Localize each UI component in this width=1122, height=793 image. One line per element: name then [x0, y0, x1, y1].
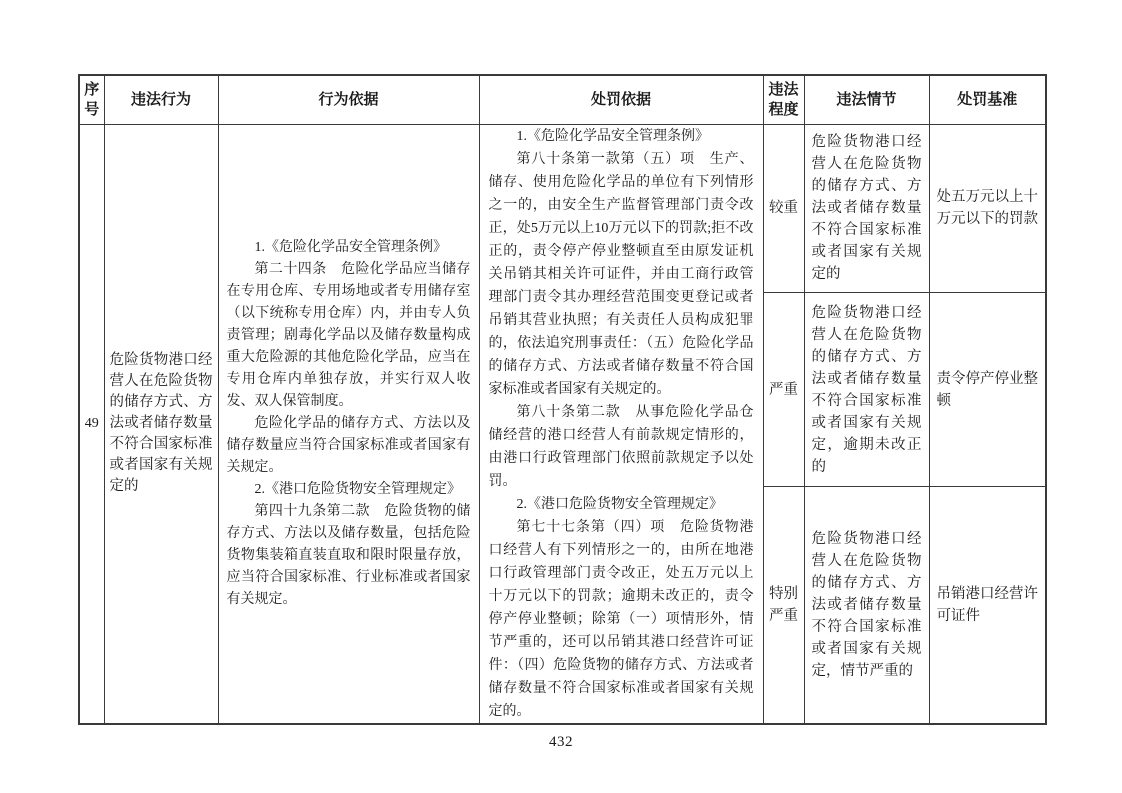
violation-circumstance-cell-extremely-serious: 危险货物港口经营人在危险货物的储存方式、方法或者储存数量不符合国家标准或者国家有关规定，情节严重的	[804, 487, 929, 724]
header-penalty-benchmark: 处罚基准	[929, 75, 1046, 124]
header-serial-number: 序号	[79, 75, 104, 124]
header-violation-circumstance: 违法情节	[804, 75, 929, 124]
penalty-basis-cell: 1.《危险化学品安全管理条例》 第八十条第一款第（五）项 生产、储存、使用危险化学品的单位有下列情形之一的，由安全生产监督管理部门责令改正，处5万元以上10万元以下的罚款;拒不改正的，责令停产停业整顿直至由原发证机关吊销其相关许可证件，并由工商行政管理部门责令其办理经营范围变更登记或者吊销其营业执照；有关责任人员构成犯罪的，依法追究刑事责任：（五）危险化学品的储存方式、方法或者储存数量不符合国家标准或者国家有关规定的。 第八十条第二款 从事危险化学品仓储经营的港口经营人有前款规定情形的，由港口行政管理部门依照前款规定予以处罚。 2.《港口危险货物安全管理规定》 第七十七条第（四）项 危险货物港口经营人有下列情形之一的，由所在地港口行政管理部门责令改正，处五万元以上十万元以下的罚款；逾期未改正的，责令停产停业整顿；除第（一）项情形外，情节严重的，还可以吊销其港口经营许可证件：（四）危险货物的储存方式、方法或者储存数量不符合国家标准或者国家有关规定的。	[479, 124, 763, 724]
header-penalty-basis: 处罚依据	[479, 75, 763, 124]
penalty-benchmark-cell-moderate: 处五万元以上十万元以下的罚款	[929, 124, 1046, 293]
table-header-row	[79, 75, 1046, 124]
header-violation-degree: 违法程度	[763, 75, 804, 124]
page-number: 432	[549, 734, 573, 750]
behavior-basis-cell: 1.《危险化学品安全管理条例》 第二十四条 危险化学品应当储存在专用仓库、专用场地或者专用储存室（以下统称专用仓库）内，并由专人负责管理；剧毒化学品以及储存数量构成重大危险源的其他危险化学品，应当在专用仓库内单独存放，并实行双人收发、双人保管制度。 危险化学品的储存方式、方法以及储存数量应当符合国家标准或者国家有关规定。 2.《港口危险货物安全管理规定》 第四十九条第二款 危险货物的储存方式、方法以及储存数量，包括危险货物集装箱直装直取和限时限量存放，应当符合国家标准、行业标准或者国家有关规定。	[218, 124, 479, 724]
violation-degree-cell-moderate: 较重	[763, 124, 804, 293]
penalty-benchmark-cell-extremely-serious: 吊销港口经营许可证件	[929, 487, 1046, 724]
header-illegal-behavior: 违法行为	[104, 75, 218, 124]
penalty-standards-table	[78, 74, 1047, 725]
table-row	[79, 124, 1046, 293]
violation-circumstance-cell-moderate: 危险货物港口经营人在危险货物的储存方式、方法或者储存数量不符合国家标准或者国家有关规定的	[804, 124, 929, 293]
violation-degree-cell-extremely-serious: 特别严重	[763, 487, 804, 724]
violation-degree-cell-serious: 严重	[763, 293, 804, 487]
header-behavior-basis: 行为依据	[218, 75, 479, 124]
serial-number-cell: 49	[79, 124, 104, 724]
penalty-benchmark-cell-serious: 责令停产停业整顿	[929, 293, 1046, 487]
violation-circumstance-cell-serious: 危险货物港口经营人在危险货物的储存方式、方法或者储存数量不符合国家标准或者国家有关规定，逾期未改正的	[804, 293, 929, 487]
illegal-behavior-cell: 危险货物港口经营人在危险货物的储存方式、方法或者储存数量不符合国家标准或者国家有关规定的	[104, 124, 218, 724]
